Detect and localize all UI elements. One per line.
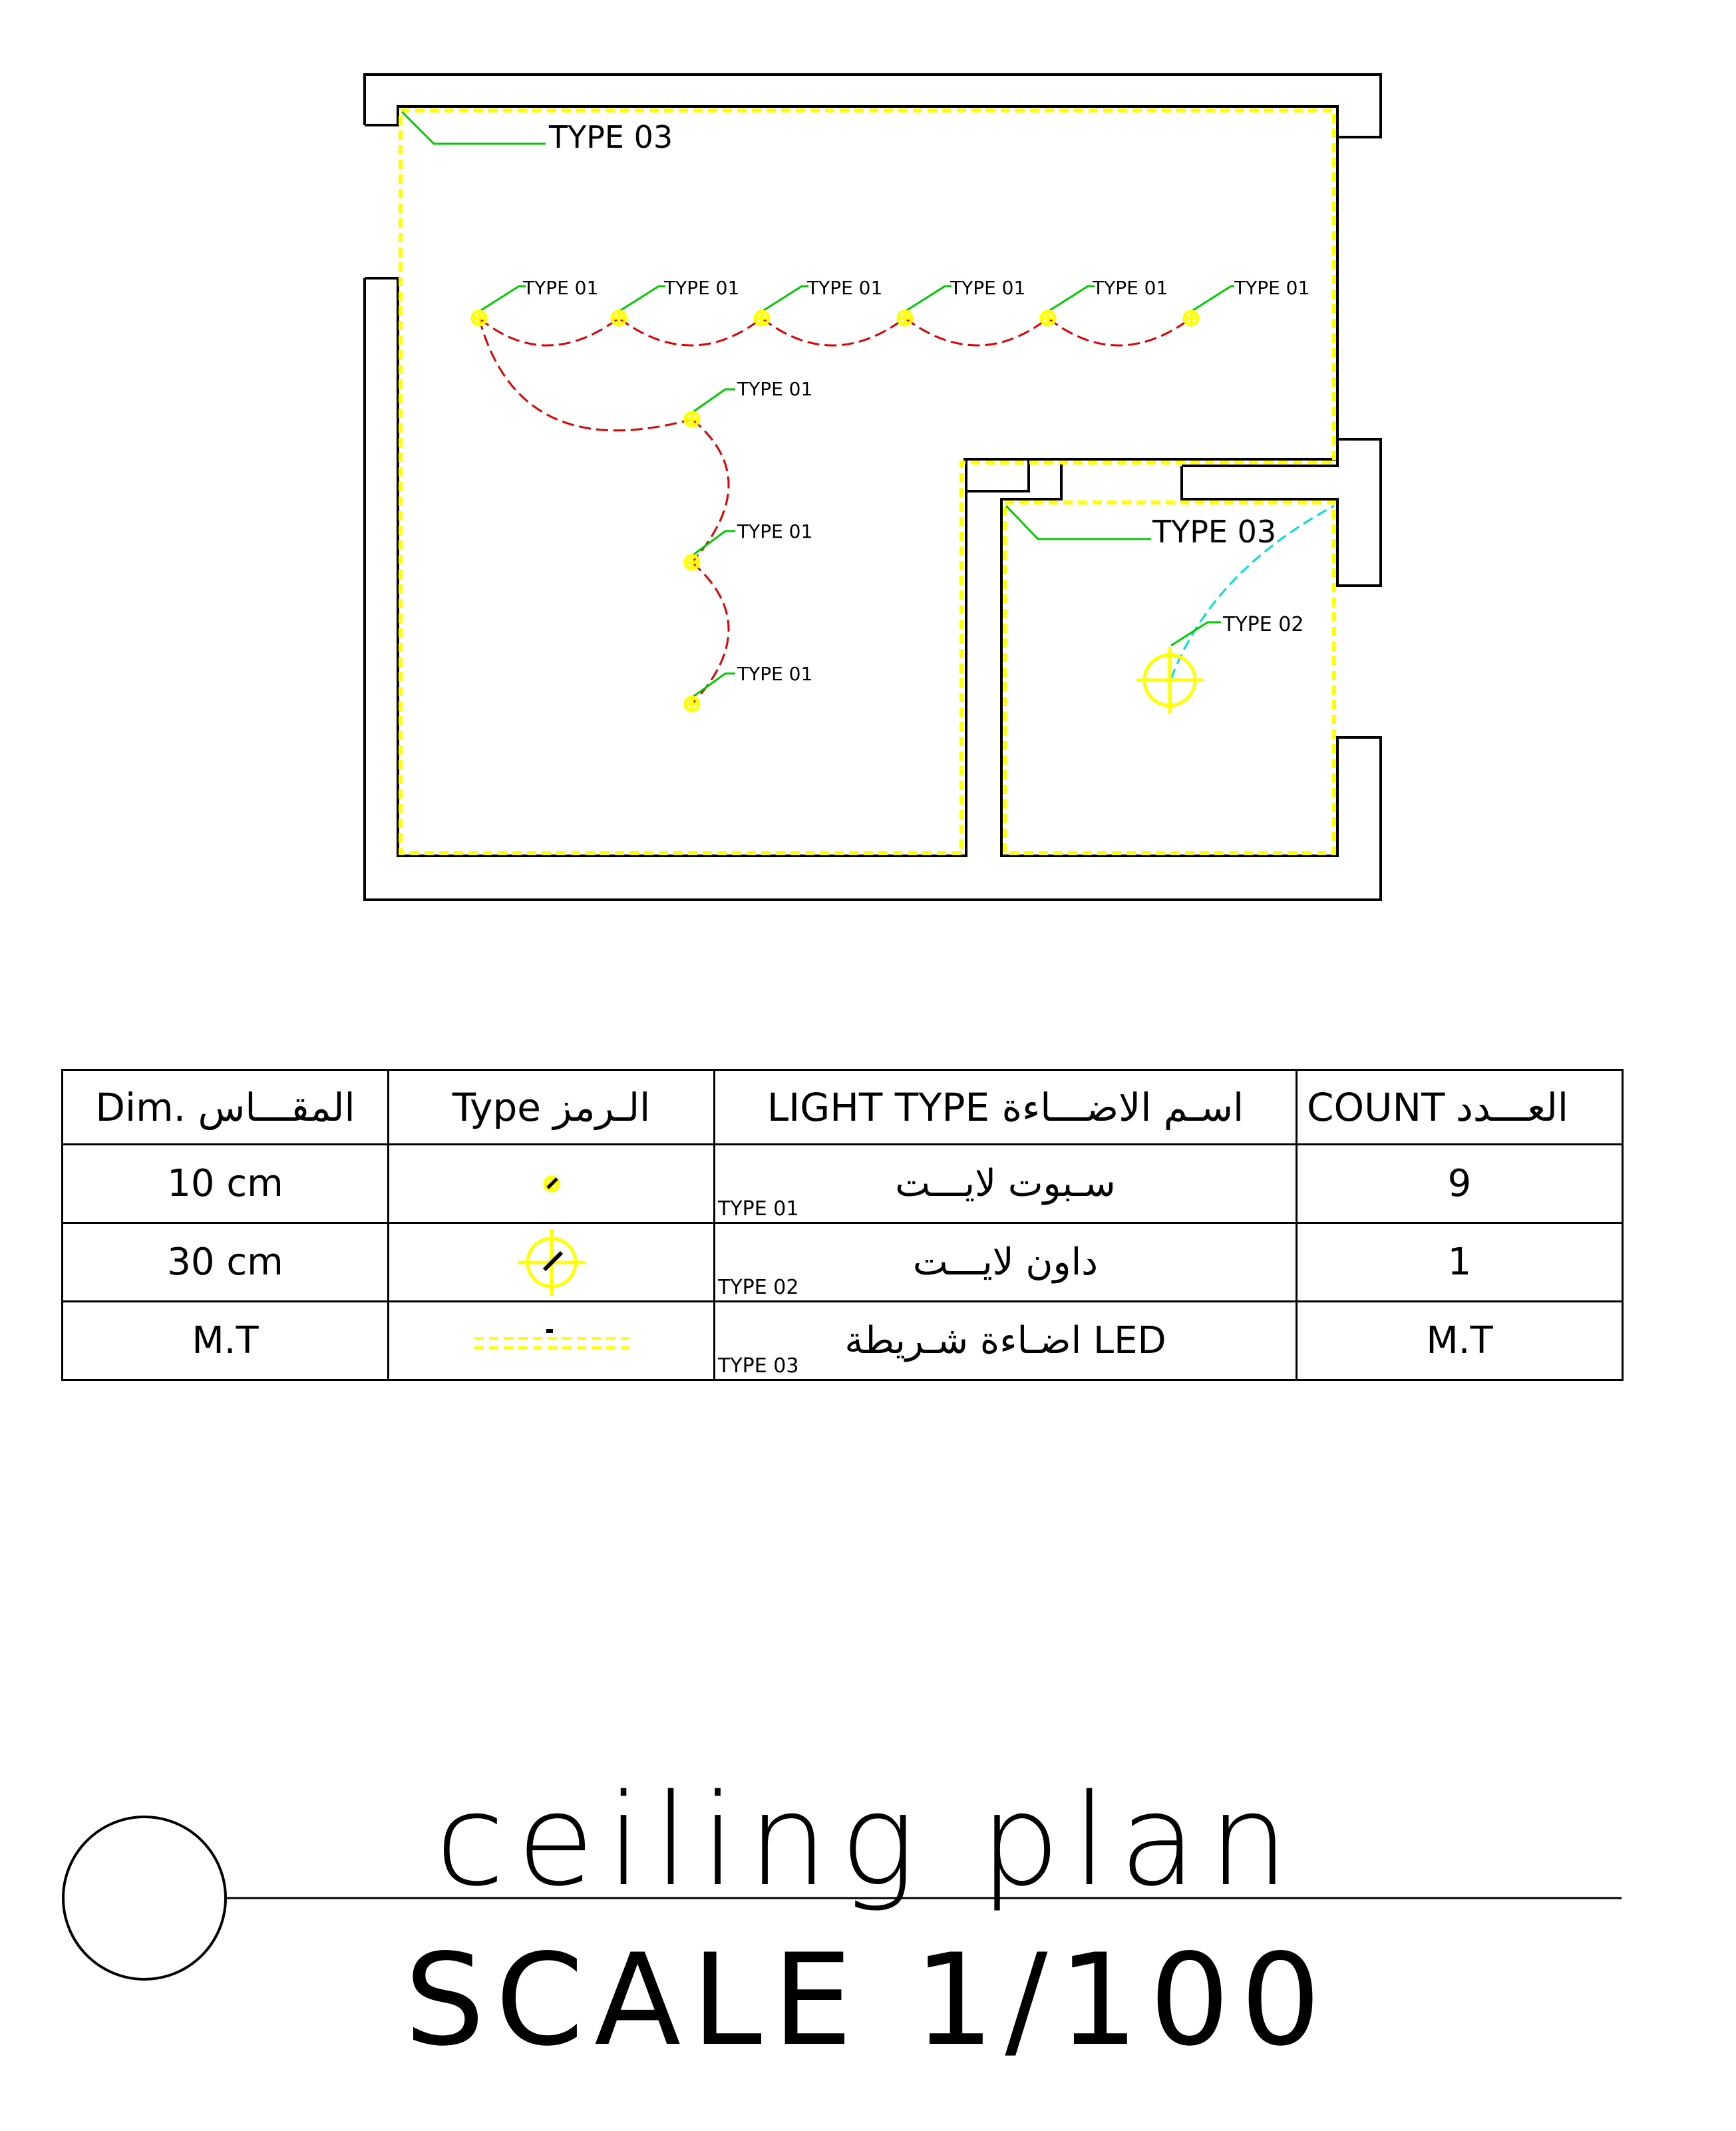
legend-row <box>63 1145 1623 1223</box>
plan-title: ceiling plan <box>435 1767 1301 1914</box>
label-type01: TYPE 01 <box>523 277 599 299</box>
leader-spot-6 <box>1191 286 1234 311</box>
label-type01: TYPE 01 <box>737 663 813 685</box>
spot-circuit <box>479 318 1191 704</box>
wall-outer <box>365 278 1381 900</box>
leader-type03-main <box>402 112 546 144</box>
spot-light-icon <box>1183 310 1199 326</box>
ceiling-plan-drawing <box>0 0 1736 932</box>
legend-row <box>63 1223 1623 1302</box>
row-dim: 30 cm <box>63 1223 389 1302</box>
row-dim: 10 cm <box>63 1145 389 1223</box>
spot-light-icon <box>684 696 700 712</box>
row-name-text: سـبوت لايـــت <box>895 1162 1116 1205</box>
label-type01: TYPE 01 <box>1093 277 1168 299</box>
label-type01: TYPE 01 <box>950 277 1026 299</box>
row-name-text: داون لايـــت <box>912 1241 1099 1284</box>
circuit-arc-3 <box>762 318 905 345</box>
label-type02: TYPE 02 <box>1223 613 1304 636</box>
leader-spot-7 <box>692 389 735 413</box>
header-dim: Dim. المقـــاس <box>63 1070 389 1145</box>
plan-scale: SCALE 1/100 <box>404 1927 1332 2074</box>
header-count-ar: العـــدد <box>1455 1084 1568 1130</box>
title-block <box>0 1730 1736 2074</box>
header-count <box>1297 1070 1623 1145</box>
row-type-code: TYPE 02 <box>718 1276 799 1299</box>
header-light-type: LIGHT TYPE اسـم الاضـــاءة <box>715 1070 1297 1145</box>
row-count: 1 <box>1297 1223 1623 1302</box>
row-symbol <box>389 1302 715 1380</box>
walls <box>365 75 1381 900</box>
row-type-code: TYPE 01 <box>718 1197 799 1221</box>
row-name <box>715 1223 1297 1302</box>
spot-light-icon <box>532 1164 572 1204</box>
spot-light-icon <box>1040 310 1056 326</box>
legend-row <box>63 1302 1623 1380</box>
legend-header-row <box>63 1070 1623 1145</box>
lighting-legend-table <box>61 1069 1624 1381</box>
label-type01: TYPE 01 <box>1234 277 1310 299</box>
row-name <box>715 1145 1297 1223</box>
label-type01: TYPE 01 <box>807 277 883 299</box>
row-symbol <box>389 1223 715 1302</box>
circuit-arc-1 <box>479 318 619 345</box>
down-light-icon <box>515 1226 588 1299</box>
led-strip-icon <box>472 1328 631 1354</box>
header-type: Type الـرمز <box>389 1070 715 1145</box>
leader-spot-4 <box>905 286 952 311</box>
spot-light-icon <box>754 310 770 326</box>
label-type01: TYPE 01 <box>664 277 740 299</box>
circuit-arc-5 <box>1048 318 1191 345</box>
row-count: M.T <box>1297 1302 1623 1380</box>
leader-spot-2 <box>619 286 665 311</box>
leader-down-1 <box>1171 622 1221 646</box>
circuit-arc-7 <box>692 419 729 562</box>
leader-type03-small <box>1006 506 1151 539</box>
leaders <box>402 112 1234 697</box>
wall-top-left <box>365 75 1381 137</box>
row-name <box>715 1302 1297 1380</box>
led-strip-outline <box>401 110 1334 853</box>
circuit-arc-2 <box>619 318 762 345</box>
header-count-en: COUNT <box>1307 1084 1445 1130</box>
leader-spot-1 <box>479 286 526 311</box>
circuit-arc-4 <box>905 318 1048 345</box>
spot-light-icon <box>471 310 487 326</box>
row-count: 9 <box>1297 1145 1623 1223</box>
label-type03-main: TYPE 03 <box>549 119 673 155</box>
led-strip-main-room <box>401 110 1334 853</box>
circuit-arc-8 <box>692 562 729 704</box>
spot-light-icon <box>611 310 627 326</box>
label-type01: TYPE 01 <box>737 520 813 542</box>
row-name-text: اضـاءة شـريطة LED <box>844 1319 1166 1362</box>
spot-fixtures <box>471 310 1199 712</box>
row-symbol <box>389 1145 715 1223</box>
spot-light-icon <box>684 554 700 570</box>
label-type01: TYPE 01 <box>737 378 813 400</box>
leader-spot-5 <box>1048 286 1095 311</box>
plan-labels <box>522 119 1309 685</box>
spot-light-icon <box>684 411 700 427</box>
row-type-code: TYPE 03 <box>718 1354 799 1378</box>
down-light-icon <box>1136 647 1203 713</box>
spot-light-icon <box>897 310 913 326</box>
label-type03-small: TYPE 03 <box>1152 514 1277 550</box>
circuit-arc-6 <box>479 318 692 431</box>
leader-spot-3 <box>762 286 808 311</box>
row-dim: M.T <box>63 1302 389 1380</box>
